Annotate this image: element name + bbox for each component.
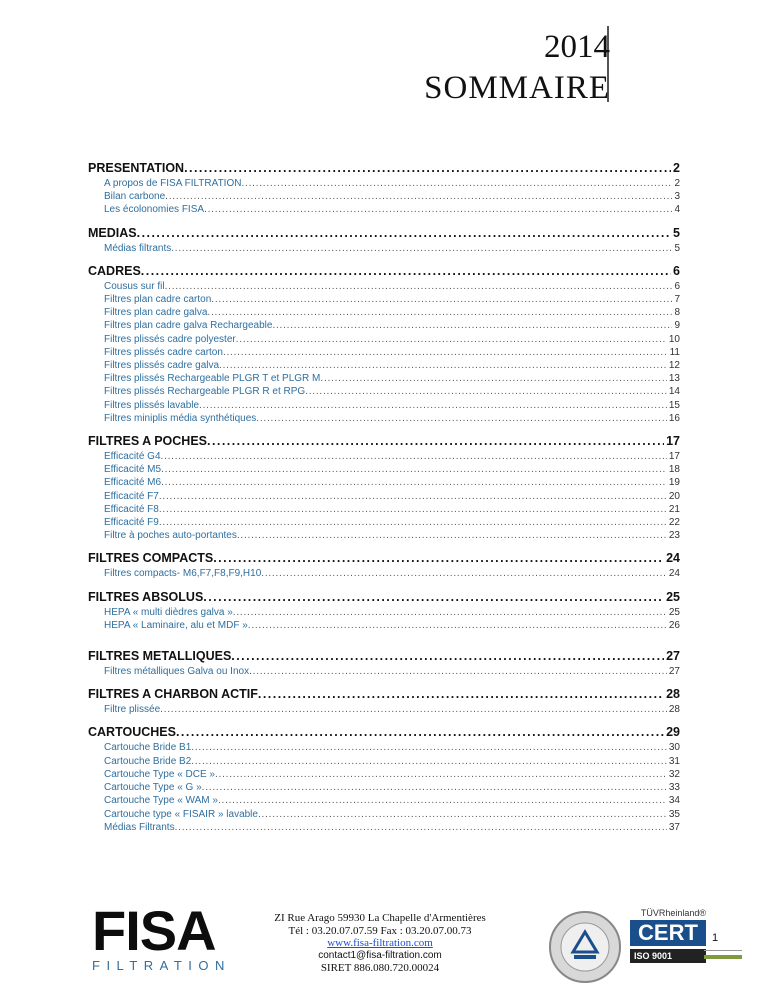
- toc-entry-label: Cartouche Bride B2: [104, 755, 192, 767]
- toc-entry-page: 32: [668, 768, 680, 780]
- toc-entry-page: 30: [668, 742, 680, 754]
- tuv-certification-seal-icon: [548, 910, 622, 984]
- toc-entry[interactable]: [88, 372, 680, 385]
- toc-entry[interactable]: [88, 463, 680, 476]
- toc-leader-dots: [249, 665, 667, 678]
- siret-line: SIRET 886.080.720.00024: [320, 962, 440, 974]
- logo-subtitle: FILTRATION: [92, 958, 231, 973]
- toc-entry[interactable]: [88, 333, 680, 346]
- toc-entry-label: Filtres plan cadre galva Rechargeable: [104, 320, 273, 332]
- toc-leader-dots: [165, 280, 673, 293]
- toc-section-page: 6: [673, 263, 680, 278]
- toc-leader-dots: [199, 399, 667, 412]
- toc-section-title: FILTRES COMPACTS: [88, 551, 214, 566]
- toc-leader-dots: [223, 346, 668, 359]
- toc-leader-dots: [261, 567, 667, 580]
- toc-entry[interactable]: [88, 412, 680, 425]
- toc-leader-dots: [141, 263, 671, 280]
- toc-entry-page: 25: [668, 606, 680, 618]
- toc-entry-label: Cartouche Type « G »: [104, 782, 202, 794]
- toc-entry-label: Cartouche Type « DCE »: [104, 768, 215, 780]
- toc-leader-dots: [137, 225, 671, 242]
- document-year: 2014: [544, 29, 610, 65]
- toc-leader-dots: [213, 550, 664, 567]
- toc-entry[interactable]: [88, 755, 680, 768]
- toc-section[interactable]: [88, 589, 680, 606]
- toc-leader-dots: [231, 648, 664, 665]
- toc-entry-page: 15: [668, 399, 680, 411]
- toc-entry-label: Filtres plissés cadre carton: [104, 346, 223, 358]
- toc-section-title: FILTRES METALLIQUES: [88, 649, 232, 664]
- toc-entry[interactable]: [88, 741, 680, 754]
- page-number-bar: [704, 955, 742, 959]
- toc-entry[interactable]: [88, 808, 680, 821]
- toc-entry-page: 24: [668, 568, 680, 580]
- page-title: SOMMAIRE: [424, 70, 610, 106]
- toc-entry-label: Filtres plan cadre galva: [104, 307, 208, 319]
- toc-entry[interactable]: [88, 821, 680, 834]
- toc-section[interactable]: [88, 433, 680, 450]
- toc-section[interactable]: [88, 686, 680, 703]
- cert-label: CERT: [630, 920, 706, 946]
- toc-entry-label: Filtres plissés Rechargeable PLGR T et PLGR M: [104, 373, 321, 385]
- toc-leader-dots: [272, 319, 672, 332]
- tuv-cert-badge: [630, 908, 706, 963]
- address-line: ZI Rue Arago 59930 La Chapelle d'Armentières: [274, 912, 486, 924]
- toc-leader-dots: [258, 808, 667, 821]
- toc-entry[interactable]: [88, 703, 680, 716]
- toc-leader-dots: [191, 755, 667, 768]
- toc-entry-label: Efficacité F9: [104, 517, 159, 529]
- toc-leader-dots: [161, 476, 667, 489]
- toc-entry-page: 6: [674, 280, 680, 292]
- toc-entry[interactable]: [88, 476, 680, 489]
- toc-leader-dots: [191, 741, 667, 754]
- toc-leader-dots: [165, 190, 672, 203]
- toc-leader-dots: [256, 412, 667, 425]
- toc-entry-page: 27: [668, 666, 680, 678]
- toc-leader-dots: [211, 293, 672, 306]
- toc-section-title: PRESENTATION: [88, 161, 185, 175]
- toc-entry[interactable]: [88, 768, 680, 781]
- toc-entry[interactable]: [88, 280, 680, 293]
- logo-wordmark: FISA: [92, 899, 216, 962]
- toc-section-page: 25: [666, 589, 680, 604]
- toc-entry-label: Cartouche Bride B1: [104, 742, 192, 754]
- page-number: 1: [712, 932, 719, 944]
- toc-entry-label: Filtres plissés cadre galva: [104, 360, 220, 372]
- toc-leader-dots: [218, 794, 667, 807]
- toc-leader-dots: [202, 781, 667, 794]
- toc-entry[interactable]: [88, 567, 680, 580]
- toc-entry-label: Filtre à poches auto-portantes: [104, 530, 237, 542]
- toc-entry-page: 20: [668, 490, 680, 502]
- toc-section[interactable]: [88, 225, 680, 242]
- toc-entry-page: 19: [668, 477, 680, 489]
- toc-entry-page: 4: [674, 204, 680, 216]
- toc-entry-label: Efficacité F7: [104, 490, 159, 502]
- toc-entry[interactable]: [88, 177, 680, 190]
- toc-entry-page: 11: [669, 346, 680, 358]
- toc-entry[interactable]: [88, 619, 680, 632]
- toc-entry[interactable]: [88, 319, 680, 332]
- toc-entry-page: 28: [668, 704, 680, 716]
- toc-section-page: 29: [666, 725, 680, 740]
- toc-section-title: CARTOUCHES: [88, 725, 176, 740]
- toc-entry-page: 18: [668, 464, 680, 476]
- toc-entry-page: 37: [668, 821, 680, 833]
- toc-entry[interactable]: [88, 385, 680, 398]
- toc-leader-dots: [176, 724, 664, 741]
- toc-leader-dots: [159, 490, 667, 503]
- toc-entry[interactable]: [88, 450, 680, 463]
- toc-entry-label: Efficacité G4: [104, 451, 161, 463]
- cert-brand: TÜVRheinland®: [640, 908, 706, 918]
- toc-leader-dots: [248, 619, 667, 632]
- email-address: contact1@fisa-filtration.com: [318, 949, 442, 961]
- toc-entry-label: Filtres plan cadre carton: [104, 294, 212, 306]
- toc-entry-label: Les écolonomies FISA: [104, 204, 205, 216]
- toc-entry-label: HEPA « Laminaire, alu et MDF »: [104, 619, 248, 631]
- toc-entry[interactable]: [88, 503, 680, 516]
- toc-entry-label: A propos de FISA FILTRATION: [104, 178, 242, 189]
- toc-entry[interactable]: [88, 399, 680, 412]
- toc-leader-dots: [161, 463, 667, 476]
- toc-section-title: FILTRES ABSOLUS: [88, 589, 204, 604]
- toc-section[interactable]: [88, 160, 680, 177]
- toc-section-page: 17: [666, 434, 680, 449]
- company-address: [240, 912, 520, 975]
- toc-entry[interactable]: [88, 190, 680, 203]
- toc-entry-page: 13: [668, 373, 680, 385]
- toc-section[interactable]: [88, 550, 680, 567]
- toc-leader-dots: [241, 177, 672, 190]
- cert-iso: ISO 9001: [630, 949, 706, 963]
- toc-entry[interactable]: [88, 242, 680, 255]
- toc-leader-dots: [175, 821, 667, 834]
- toc-entry-page: 16: [668, 412, 680, 424]
- toc-entry-page: 22: [668, 517, 680, 529]
- toc-entry[interactable]: [88, 490, 680, 503]
- toc-leader-dots: [207, 433, 664, 450]
- toc-entry-label: Filtres plissés Rechargeable PLGR R et RPG: [104, 386, 306, 398]
- toc-entry-label: Efficacité M5: [104, 464, 162, 476]
- toc-entry-page: 34: [668, 795, 680, 807]
- title-block: [424, 28, 610, 110]
- toc-entry-label: Bilan carbone: [104, 191, 166, 203]
- toc-section-title: FILTRES A CHARBON ACTIF: [88, 687, 258, 702]
- toc-entry-page: 7: [674, 294, 680, 306]
- toc-entry-page: 12: [668, 360, 680, 372]
- page-number-rule: [704, 950, 742, 951]
- toc-leader-dots: [204, 203, 672, 216]
- toc-entry[interactable]: [88, 781, 680, 794]
- toc-leader-dots: [215, 768, 667, 781]
- toc-entry[interactable]: [88, 665, 680, 678]
- toc-section[interactable]: [88, 724, 680, 741]
- toc-section[interactable]: [88, 648, 680, 665]
- toc-entry-label: Filtres plissés lavable: [104, 399, 200, 411]
- toc-entry-page: 26: [668, 619, 680, 631]
- toc-leader-dots: [233, 606, 667, 619]
- toc-entry-page: 23: [668, 530, 680, 542]
- toc-entry-page: 17: [668, 451, 680, 463]
- toc-leader-dots: [305, 385, 667, 398]
- toc-leader-dots: [159, 503, 667, 516]
- toc-leader-dots: [160, 703, 667, 716]
- toc-entry-label: Filtres miniplis média synthétiques: [104, 412, 257, 424]
- toc-leader-dots: [171, 242, 672, 255]
- toc-entry-label: Filtres métalliques Galva ou Inox: [104, 666, 250, 678]
- toc-leader-dots: [203, 589, 664, 606]
- toc-entry[interactable]: [88, 203, 680, 216]
- toc-entry[interactable]: [88, 606, 680, 619]
- toc-entry-page: 9: [674, 320, 680, 332]
- toc-entry-page: 2: [674, 178, 680, 189]
- toc-leader-dots: [219, 359, 667, 372]
- toc-leader-dots: [258, 686, 664, 703]
- toc-entry[interactable]: [88, 293, 680, 306]
- toc-entry-page: 14: [668, 386, 680, 398]
- toc-section-page: 28: [666, 687, 680, 702]
- phone-line: Tél : 03.20.07.07.59 Fax : 03.20.07.00.73: [288, 924, 472, 937]
- toc-entry[interactable]: [88, 529, 680, 542]
- toc-entry[interactable]: [88, 346, 680, 359]
- toc-entry-label: Médias filtrants: [104, 242, 172, 254]
- toc-entry-page: 33: [668, 782, 680, 794]
- toc-section-page: 5: [673, 225, 680, 240]
- toc-entry-page: 8: [674, 307, 680, 319]
- toc-section-title: FILTRES A POCHES: [88, 434, 207, 449]
- website-link[interactable]: www.fisa-filtration.com: [327, 937, 433, 949]
- toc-section-page: 2: [673, 161, 680, 175]
- toc-leader-dots: [320, 372, 666, 385]
- toc-section-page: 27: [666, 649, 680, 664]
- toc-entry-page: 31: [668, 755, 680, 767]
- toc-entry-label: Efficacité M6: [104, 477, 162, 489]
- toc-leader-dots: [161, 450, 667, 463]
- toc-entry-label: Efficacité F8: [104, 503, 159, 515]
- toc-section-title: CADRES: [88, 263, 141, 278]
- toc-entry[interactable]: [88, 306, 680, 319]
- toc-entry-label: Filtre plissée: [104, 704, 161, 716]
- toc-section-title: MEDIAS: [88, 225, 137, 240]
- toc-leader-dots: [237, 529, 667, 542]
- toc-leader-dots: [207, 306, 672, 319]
- toc-entry[interactable]: [88, 794, 680, 807]
- toc-section-page: 24: [666, 551, 680, 566]
- toc-entry-page: 21: [668, 503, 680, 515]
- toc-entry-page: 3: [674, 191, 680, 203]
- toc-entry[interactable]: [88, 516, 680, 529]
- toc-entry-label: Cartouche Type « WAM »: [104, 795, 218, 807]
- toc-leader-dots: [184, 160, 671, 177]
- toc-entry-label: Filtres plissés cadre polyester: [104, 333, 236, 345]
- toc-leader-dots: [159, 516, 667, 529]
- fisa-logo: [92, 899, 231, 973]
- toc-entry-label: Médias Filtrants: [104, 821, 175, 833]
- toc-entry[interactable]: [88, 359, 680, 372]
- toc-entry-page: 35: [668, 808, 680, 820]
- toc-entry-page: 10: [668, 333, 680, 345]
- toc-entry-label: Cartouche type « FISAIR » lavable: [104, 808, 258, 820]
- toc-entry-label: Filtres compacts- M6,F7,F8,F9,H10: [104, 568, 262, 580]
- toc-entry-label: Cousus sur fil: [104, 280, 165, 292]
- toc-section[interactable]: [88, 263, 680, 280]
- toc-entry-label: HEPA « multi dièdres galva »: [104, 606, 233, 618]
- toc-leader-dots: [236, 333, 667, 346]
- table-of-contents: [88, 160, 680, 834]
- toc-entry-page: 5: [674, 242, 680, 254]
